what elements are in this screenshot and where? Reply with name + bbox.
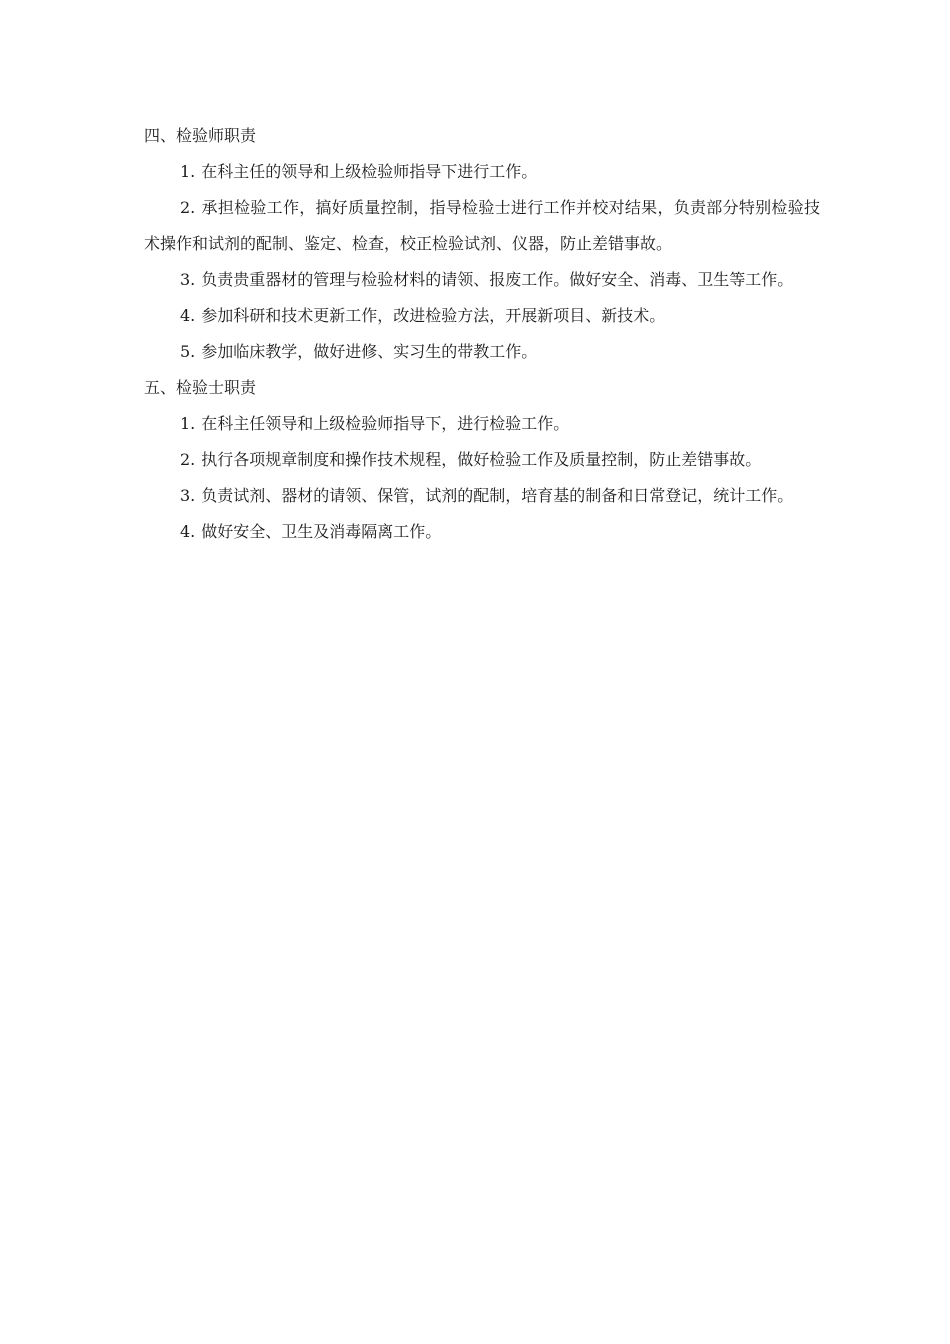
item-text: 在科主任的领导和上级检验师指导下进行工作。 bbox=[201, 162, 538, 181]
section-inspector-duties bbox=[144, 118, 820, 370]
item-text: 做好安全、卫生及消毒隔离工作。 bbox=[201, 522, 442, 541]
section-heading: 四、检验师职责 bbox=[144, 126, 257, 145]
item-number: 1. bbox=[180, 162, 196, 181]
item-text: 参加科研和技术更新工作，改进检验方法，开展新项目、新技术。 bbox=[201, 306, 666, 325]
item-text: 负责试剂、器材的请领、保管，试剂的配制，培育基的制备和日常登记，统计工作。 bbox=[201, 486, 794, 505]
item-text: 参加临床教学，做好进修、实习生的带教工作。 bbox=[201, 342, 538, 361]
item-number: 5. bbox=[180, 342, 196, 361]
section-heading: 五、检验士职责 bbox=[144, 378, 257, 397]
item-number: 2. bbox=[180, 198, 196, 217]
item-number: 2. bbox=[180, 450, 196, 469]
list-item bbox=[144, 442, 820, 478]
item-number: 4. bbox=[180, 522, 196, 541]
list-item bbox=[144, 298, 820, 334]
item-number: 3. bbox=[180, 486, 196, 505]
item-number: 4. bbox=[180, 306, 196, 325]
list-item bbox=[144, 334, 820, 370]
list-item bbox=[144, 514, 820, 550]
item-text: 执行各项规章制度和操作技术规程，做好检验工作及质量控制，防止差错事故。 bbox=[201, 450, 762, 469]
list-item bbox=[144, 406, 820, 442]
document-page bbox=[144, 118, 820, 550]
list-item bbox=[144, 190, 820, 262]
list-item bbox=[144, 478, 820, 514]
item-number: 1. bbox=[180, 414, 196, 433]
item-text: 负责贵重器材的管理与检验材料的请领、报废工作。做好安全、消毒、卫生等工作。 bbox=[201, 270, 794, 289]
item-text: 在科主任领导和上级检验师指导下，进行检验工作。 bbox=[201, 414, 570, 433]
item-number: 3. bbox=[180, 270, 196, 289]
section-technician-duties bbox=[144, 370, 820, 550]
list-item bbox=[144, 262, 820, 298]
item-text: 承担检验工作，搞好质量控制，指导检验士进行工作并校对结果，负责部分特别检验技术操作和试剂的配制、鉴定、检查，校正检验试剂、仪器，防止差错事故。 bbox=[144, 198, 820, 253]
list-item bbox=[144, 154, 820, 190]
